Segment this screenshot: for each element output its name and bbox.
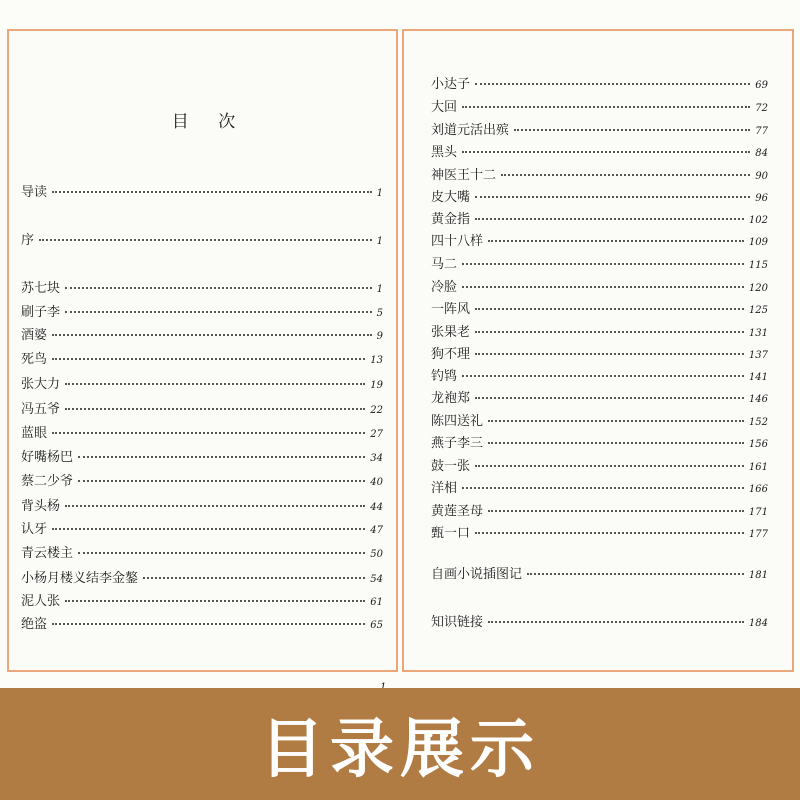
- dot-leader: [475, 307, 744, 310]
- toc-entry-title: 甄一口: [431, 526, 471, 541]
- toc-entry-page: 50: [370, 549, 383, 560]
- toc-entry: [21, 352, 383, 369]
- toc-entry-page: 27: [370, 429, 383, 440]
- toc-entry-title: 陈四送礼: [431, 414, 484, 429]
- toc-entry-page: 5: [376, 308, 383, 319]
- toc-entry-page: 47: [370, 525, 383, 536]
- toc-entry-title: 导读: [21, 185, 48, 200]
- dot-leader: [475, 330, 744, 333]
- toc-entry-page: 54: [370, 574, 383, 585]
- toc-entry-page: 34: [370, 453, 383, 464]
- dot-leader: [462, 374, 744, 377]
- toc-entry: [431, 100, 768, 117]
- dot-leader: [143, 576, 365, 579]
- toc-entry-page: 181: [748, 570, 768, 581]
- dot-leader: [65, 407, 365, 410]
- toc-entry-title: 一阵风: [431, 302, 471, 317]
- toc-entry-title: 燕子李三: [431, 436, 484, 451]
- toc-entry: [431, 391, 768, 408]
- toc-entry: [431, 436, 768, 453]
- toc-entry-title: 鼓一张: [431, 459, 471, 474]
- toc-right-page: [402, 29, 794, 672]
- banner-title: 目录展示: [260, 713, 540, 787]
- toc-entry: [21, 617, 383, 634]
- toc-entry-title: 青云楼主: [21, 546, 74, 561]
- toc-entry: [21, 450, 383, 467]
- toc-entry: [21, 594, 383, 611]
- toc-entry-page: 152: [748, 417, 768, 428]
- dot-leader: [52, 357, 365, 360]
- toc-entry: [21, 499, 383, 516]
- toc-entry-title: 钓鸨: [431, 369, 458, 384]
- toc-entry-page: 96: [755, 193, 768, 204]
- toc-entry-title: 酒婆: [21, 328, 48, 343]
- dot-leader: [475, 82, 750, 85]
- toc-entry-title: 背头杨: [21, 499, 61, 514]
- toc-entry-title: 冷脸: [431, 280, 458, 295]
- toc-entry: [431, 414, 768, 431]
- toc-entry: [431, 190, 768, 207]
- toc-entry-page: 161: [748, 462, 768, 473]
- dot-leader: [488, 419, 744, 422]
- toc-entry-page: 13: [370, 355, 383, 366]
- toc-entry-page: 69: [755, 80, 768, 91]
- dot-leader: [78, 479, 365, 482]
- toc-entry-page: 184: [748, 618, 768, 629]
- toc-entry-page: 156: [748, 439, 768, 450]
- toc-entry-page: 137: [748, 350, 768, 361]
- toc-entry: [21, 426, 383, 443]
- toc-entry-title: 洋相: [431, 481, 458, 496]
- toc-entry-page: 61: [370, 597, 383, 608]
- toc-entry-title: 大回: [431, 100, 458, 115]
- toc-left-page: [7, 29, 398, 672]
- toc-entry: [431, 123, 768, 140]
- dot-leader: [462, 285, 744, 288]
- toc-entry-title: 黄莲圣母: [431, 504, 484, 519]
- toc-entry-title: 泥人张: [21, 594, 61, 609]
- toc-entry-title: 黄金指: [431, 212, 471, 227]
- toc-entry: [431, 567, 768, 584]
- toc-entry: [431, 526, 768, 543]
- toc-entry: [431, 504, 768, 521]
- toc-entry-page: 40: [370, 477, 383, 488]
- toc-entry: [431, 280, 768, 297]
- toc-entry-title: 认牙: [21, 522, 48, 537]
- toc-entry-page: 109: [748, 237, 768, 248]
- toc-entry: [431, 325, 768, 342]
- toc-entry-page: 77: [755, 126, 768, 137]
- toc-entry-page: 65: [370, 620, 383, 631]
- dot-leader: [65, 286, 372, 289]
- dot-leader: [527, 572, 744, 575]
- toc-entry: [431, 234, 768, 251]
- toc-entry-page: 44: [370, 502, 383, 513]
- dot-leader: [488, 441, 744, 444]
- toc-entry: [431, 257, 768, 274]
- dot-leader: [52, 622, 365, 625]
- toc-entry-page: 22: [370, 405, 383, 416]
- toc-entry: [21, 328, 383, 345]
- dot-leader: [52, 190, 372, 193]
- toc-entry-title: 小达子: [431, 77, 471, 92]
- toc-entry: [21, 402, 383, 419]
- toc-entry: [431, 459, 768, 476]
- toc-entry: [431, 77, 768, 94]
- toc-entry-title: 冯五爷: [21, 402, 61, 417]
- toc-entry-title: 自画小说插图记: [431, 567, 523, 582]
- dot-leader: [514, 128, 750, 131]
- toc-entry-page: 115: [748, 260, 768, 271]
- dot-leader: [475, 217, 744, 220]
- dot-leader: [488, 509, 744, 512]
- toc-entry: [431, 347, 768, 364]
- toc-entry-title: 黑头: [431, 145, 458, 160]
- toc-entry-title: 皮大嘴: [431, 190, 471, 205]
- dot-leader: [65, 504, 365, 507]
- toc-entry-title: 蔡二少爷: [21, 474, 74, 489]
- toc-entry-page: 131: [748, 328, 768, 339]
- dot-leader: [475, 396, 744, 399]
- dot-leader: [39, 238, 372, 241]
- toc-entry: [21, 281, 383, 298]
- toc-entry-title: 蓝眼: [21, 426, 48, 441]
- toc-entry: [21, 546, 383, 563]
- toc-entry-page: 146: [748, 394, 768, 405]
- toc-entry-title: 狗不理: [431, 347, 471, 362]
- dot-leader: [65, 310, 372, 313]
- dot-leader: [475, 464, 744, 467]
- toc-entry-title: 好嘴杨巴: [21, 450, 74, 465]
- toc-entry-page: 84: [755, 148, 768, 159]
- dot-leader: [78, 455, 365, 458]
- dot-leader: [65, 382, 365, 385]
- dot-leader: [488, 620, 744, 623]
- toc-entry-page: 120: [748, 283, 768, 294]
- dot-leader: [52, 527, 365, 530]
- toc-entry-page: 1: [376, 284, 383, 295]
- toc-entry-page: 72: [755, 103, 768, 114]
- dot-leader: [462, 105, 750, 108]
- banner: [0, 688, 800, 800]
- toc-entry-title: 小杨月楼义结李金鏊: [21, 571, 139, 586]
- dot-leader: [488, 239, 744, 242]
- toc-entry: [21, 185, 383, 202]
- toc-entry: [21, 522, 383, 539]
- toc-entry-page: 171: [748, 507, 768, 518]
- toc-entry-page: 177: [748, 529, 768, 540]
- toc-entry: [431, 615, 768, 632]
- toc-entry-title: 知识链接: [431, 615, 484, 630]
- toc-entry: [431, 212, 768, 229]
- toc-entry-title: 死鸟: [21, 352, 48, 367]
- toc-entry-page: 1: [376, 188, 383, 199]
- toc-entry-page: 9: [376, 331, 383, 342]
- dot-leader: [65, 599, 365, 602]
- toc-entry-title: 绝盗: [21, 617, 48, 632]
- toc-entry-title: 刷子李: [21, 305, 61, 320]
- toc-entry: [21, 377, 383, 394]
- dot-leader: [475, 195, 750, 198]
- dot-leader: [462, 150, 750, 153]
- toc-entry: [431, 145, 768, 162]
- dot-leader: [475, 531, 744, 534]
- dot-leader: [462, 262, 744, 265]
- toc-entry: [431, 168, 768, 185]
- toc-entry-page: 125: [748, 305, 768, 316]
- dot-leader: [462, 486, 744, 489]
- toc-entry-title: 张果老: [431, 325, 471, 340]
- toc-entry-page: 166: [748, 484, 768, 495]
- toc-entry-title: 龙袍郑: [431, 391, 471, 406]
- toc-entry-title: 刘道元活出殡: [431, 123, 510, 138]
- toc-entry-page: 19: [370, 380, 383, 391]
- toc-entry: [431, 481, 768, 498]
- toc-title: 目 次: [171, 112, 248, 132]
- toc-entry-title: 马二: [431, 257, 458, 272]
- toc-entry-page: 1: [376, 236, 383, 247]
- toc-entry-page: 90: [755, 171, 768, 182]
- toc-entry: [21, 305, 383, 322]
- toc-entry: [431, 302, 768, 319]
- dot-leader: [52, 333, 372, 336]
- toc-entry-page: 102: [748, 215, 768, 226]
- toc-entry: [21, 233, 383, 250]
- toc-entry-title: 序: [21, 233, 35, 248]
- dot-leader: [475, 352, 744, 355]
- toc-entry: [431, 369, 768, 386]
- toc-entry-title: 苏七块: [21, 281, 61, 296]
- dot-leader: [52, 431, 365, 434]
- toc-entry-title: 张大力: [21, 377, 61, 392]
- toc-entry-title: 四十八样: [431, 234, 484, 249]
- toc-entry-page: 141: [748, 372, 768, 383]
- dot-leader: [501, 173, 750, 176]
- dot-leader: [78, 551, 365, 554]
- toc-entry-title: 神医王十二: [431, 168, 497, 183]
- toc-entry: [21, 571, 383, 588]
- toc-entry: [21, 474, 383, 491]
